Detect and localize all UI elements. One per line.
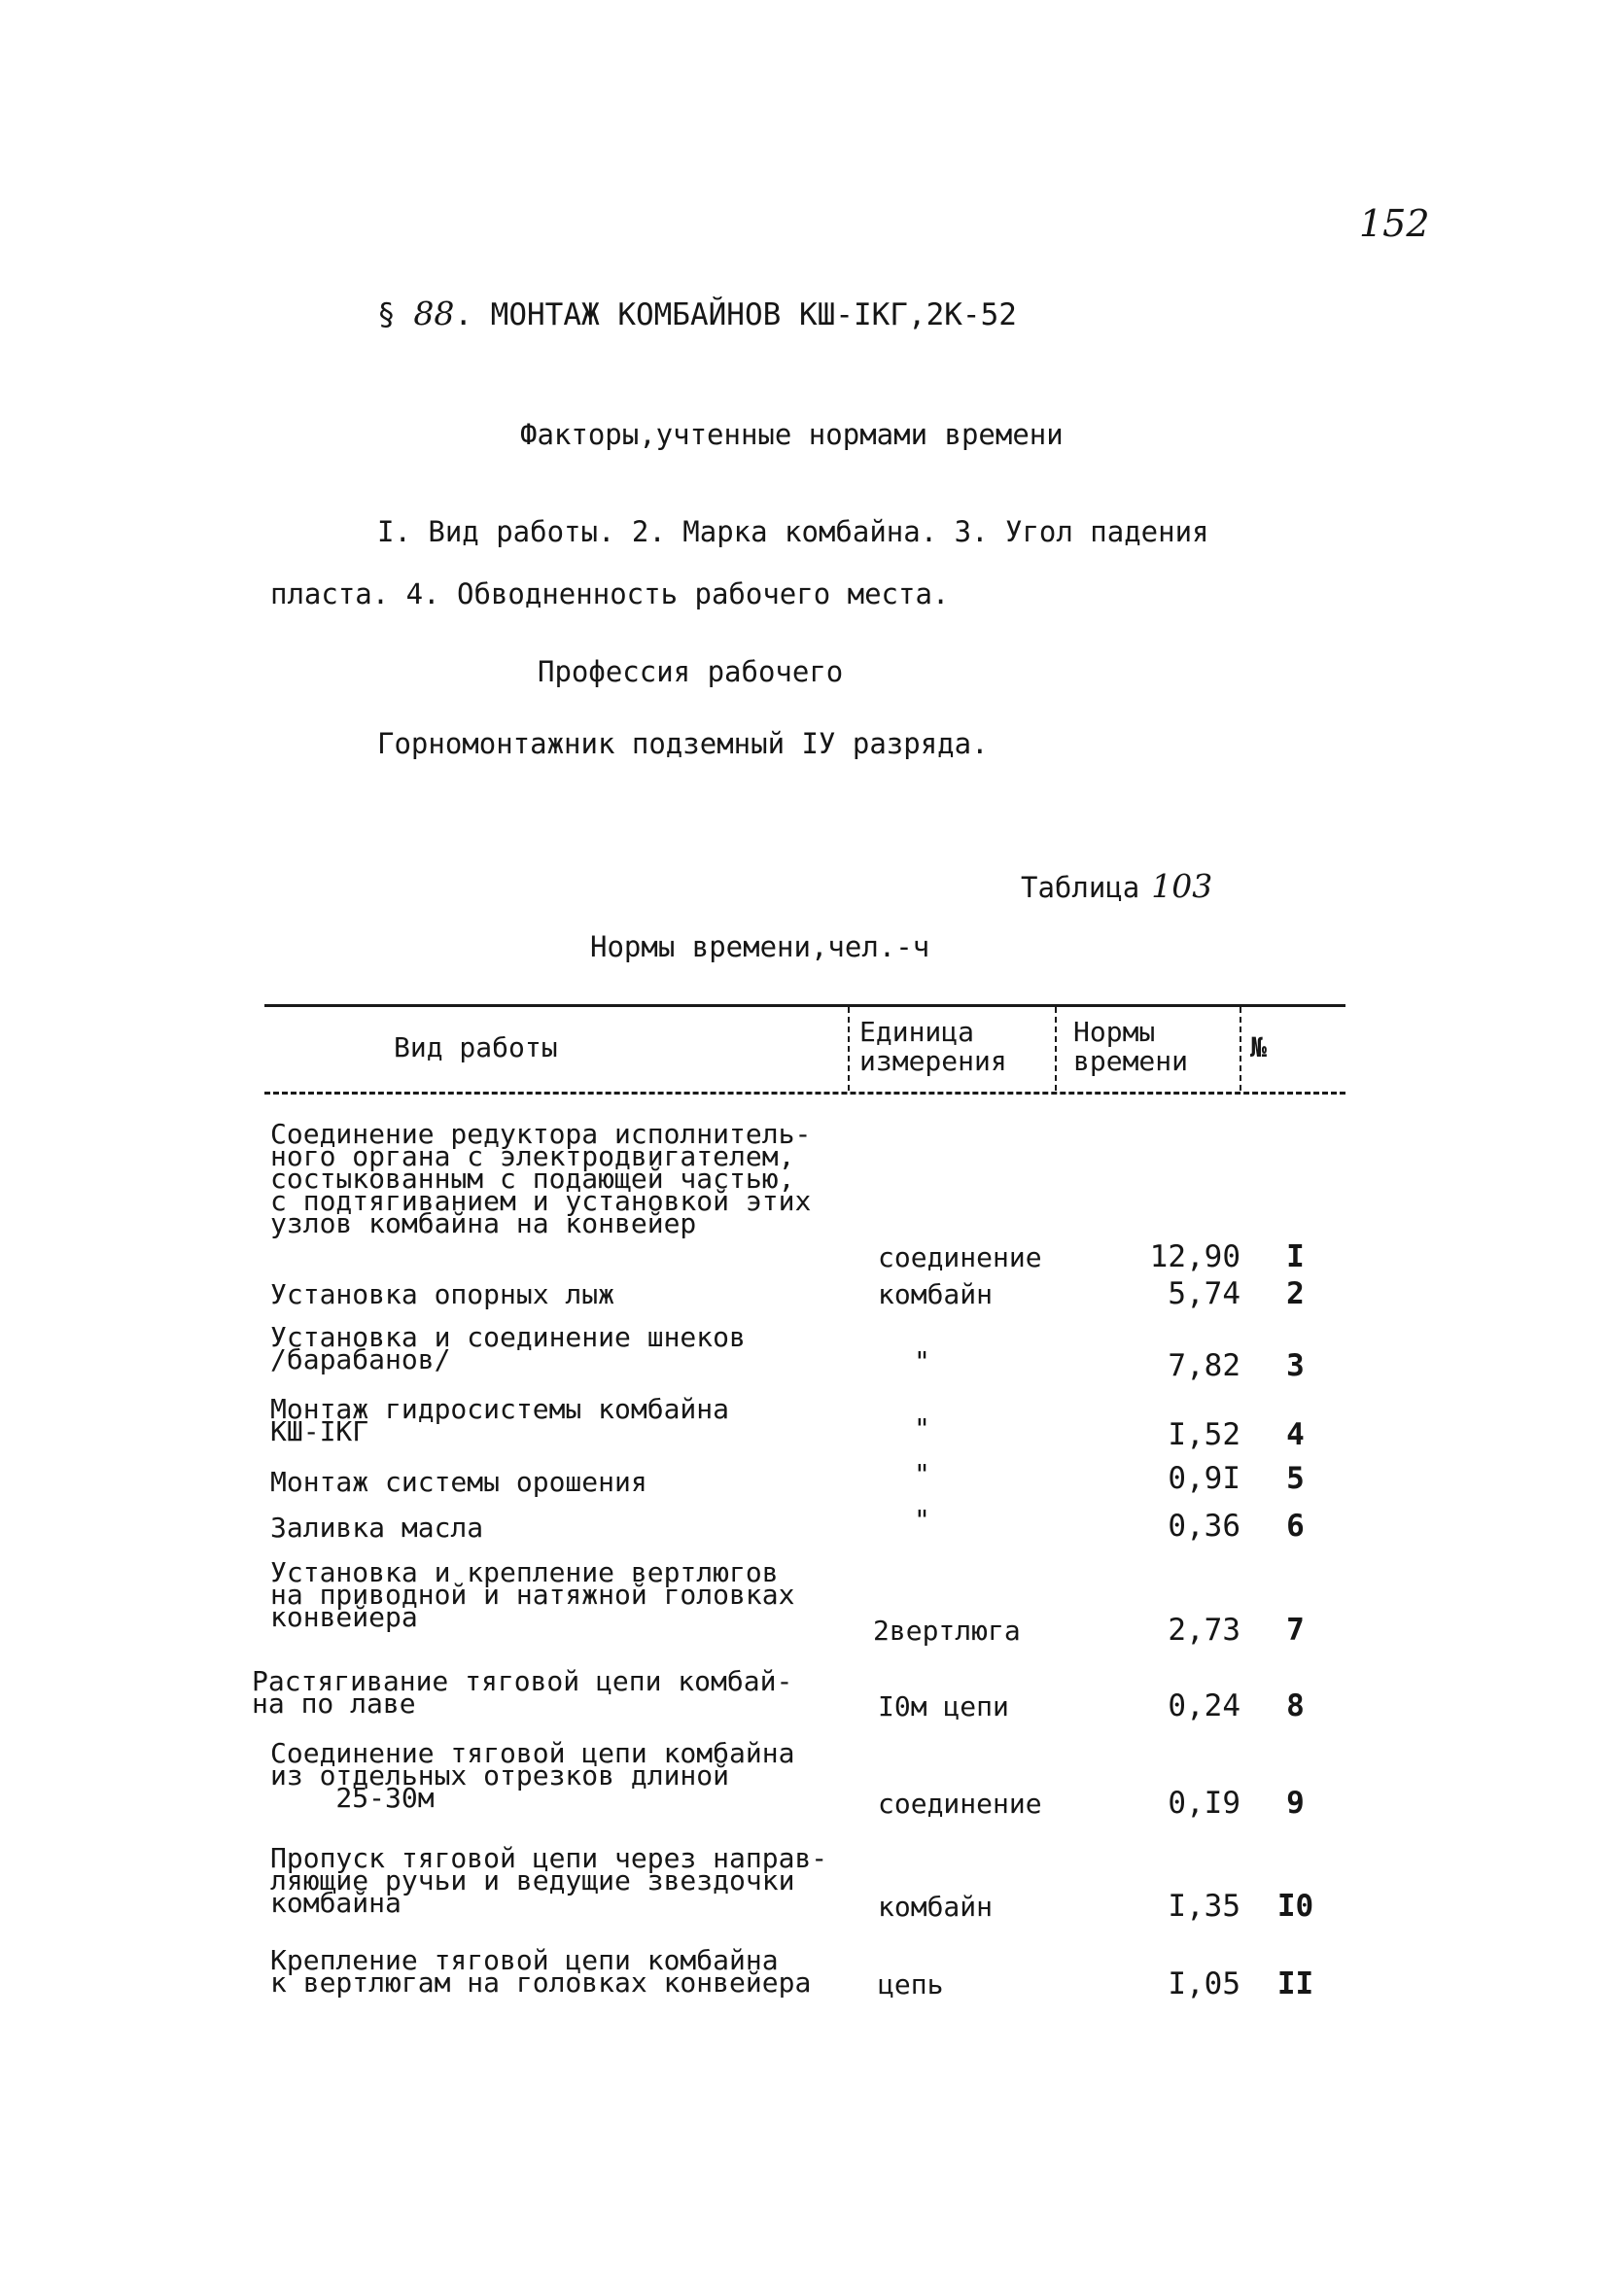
norm-cell: 12,90 bbox=[1149, 1239, 1240, 1274]
table-label-word: Таблица bbox=[1021, 871, 1140, 904]
column-separator bbox=[1240, 1007, 1241, 1091]
num-cell: 9 bbox=[1286, 1786, 1305, 1821]
norm-cell: I,52 bbox=[1168, 1417, 1240, 1452]
header-norm: Нормы времени bbox=[1073, 1016, 1189, 1077]
norm-cell: 2,73 bbox=[1168, 1613, 1240, 1648]
work-cell: Монтаж гидросистемы комбайна КШ-IКГ bbox=[270, 1393, 730, 1447]
unit-cell: цепь bbox=[878, 1968, 944, 2000]
norm-cell: 0,36 bbox=[1168, 1509, 1240, 1544]
num-cell: 2 bbox=[1286, 1276, 1305, 1311]
num-cell: 5 bbox=[1286, 1461, 1305, 1496]
unit-cell: соединение bbox=[878, 1241, 1042, 1273]
header-num: № bbox=[1250, 1031, 1267, 1063]
num-cell: 8 bbox=[1286, 1688, 1305, 1723]
num-cell: 3 bbox=[1286, 1348, 1305, 1383]
work-cell: Заливка масла bbox=[270, 1512, 484, 1544]
unit-cell: " bbox=[914, 1504, 930, 1536]
section-title-text: . МОНТАЖ КОМБАЙНОВ КШ-IКГ,2К-52 bbox=[454, 297, 1017, 332]
num-cell: I0 bbox=[1276, 1889, 1314, 1924]
norm-cell: 7,82 bbox=[1168, 1348, 1240, 1383]
norm-cell: I,35 bbox=[1168, 1889, 1240, 1924]
unit-cell: " bbox=[914, 1412, 930, 1444]
num-cell: II bbox=[1276, 1966, 1314, 2001]
table-header-rule bbox=[264, 1092, 1345, 1095]
work-cell: Монтаж системы орошения bbox=[270, 1466, 647, 1498]
unit-cell: " bbox=[914, 1458, 930, 1490]
unit-cell: соединение bbox=[878, 1788, 1042, 1820]
table-top-rule bbox=[264, 1004, 1345, 1007]
column-separator bbox=[848, 1007, 850, 1091]
section-number: 88 bbox=[413, 295, 455, 332]
work-cell: Установка и соединение шнеков /барабанов/ bbox=[270, 1321, 746, 1375]
num-cell: 4 bbox=[1286, 1417, 1305, 1452]
work-cell: Пропуск тяговой цепи через направ- ляющие ручьи и ведущие звездочки комбайна bbox=[270, 1842, 828, 1919]
work-cell: Крепление тяговой цепи комбайна к вертлюгам на головках конвейера bbox=[270, 1944, 812, 1999]
header-unit: Единица измерения bbox=[859, 1016, 1007, 1077]
factors-heading: Факторы,учтенные нормами времени bbox=[520, 418, 1064, 451]
unit-cell: " bbox=[914, 1345, 930, 1377]
column-separator bbox=[1055, 1007, 1057, 1091]
work-cell: Растягивание тяговой цепи комбай- на по лаве bbox=[252, 1665, 793, 1720]
table-caption: Нормы времени,чел.-ч bbox=[590, 930, 930, 963]
num-cell: 7 bbox=[1286, 1613, 1305, 1648]
num-cell: I bbox=[1286, 1239, 1305, 1274]
section-title bbox=[377, 295, 1017, 332]
unit-cell: I0м цепи bbox=[878, 1690, 1009, 1722]
factors-text: I. Вид работы. 2. Марка комбайна. 3. Угол падения пласта. 4. Обводненность рабочего места. bbox=[270, 515, 1209, 610]
page-number: 152 bbox=[1359, 202, 1430, 245]
work-cell: Установка и крепление вертлюгов на приводной и натяжной головках конвейера bbox=[270, 1556, 795, 1633]
norm-cell: 0,24 bbox=[1168, 1688, 1240, 1723]
work-cell: Соединение тяговой цепи комбайна из отдельных отрезков длиной 25-30м bbox=[270, 1737, 795, 1814]
profession-text: Горномонтажник подземный IУ разряда. bbox=[377, 727, 989, 760]
profession-heading: Профессия рабочего bbox=[538, 655, 844, 688]
work-cell: Соединение редуктора исполнитель- ного органа с электродвигателем, состыкованным с подающей частью, с подтягиванием и установкой этих узлов комбайна на конвейер bbox=[270, 1118, 812, 1239]
work-cell: Установка опорных лыж bbox=[270, 1278, 615, 1310]
table-label-number: 103 bbox=[1151, 867, 1213, 905]
table-label bbox=[1021, 867, 1212, 905]
unit-cell: 2вертлюга bbox=[873, 1615, 1021, 1647]
norm-cell: 0,9I bbox=[1168, 1461, 1240, 1496]
header-work: Вид работы bbox=[394, 1031, 558, 1063]
norm-cell: I,05 bbox=[1168, 1966, 1240, 2001]
section-symbol: § bbox=[377, 297, 396, 332]
unit-cell: комбайн bbox=[878, 1891, 994, 1923]
norm-cell: 5,74 bbox=[1168, 1276, 1240, 1311]
num-cell: 6 bbox=[1286, 1509, 1305, 1544]
norm-cell: 0,I9 bbox=[1168, 1786, 1240, 1821]
unit-cell: комбайн bbox=[878, 1278, 994, 1310]
